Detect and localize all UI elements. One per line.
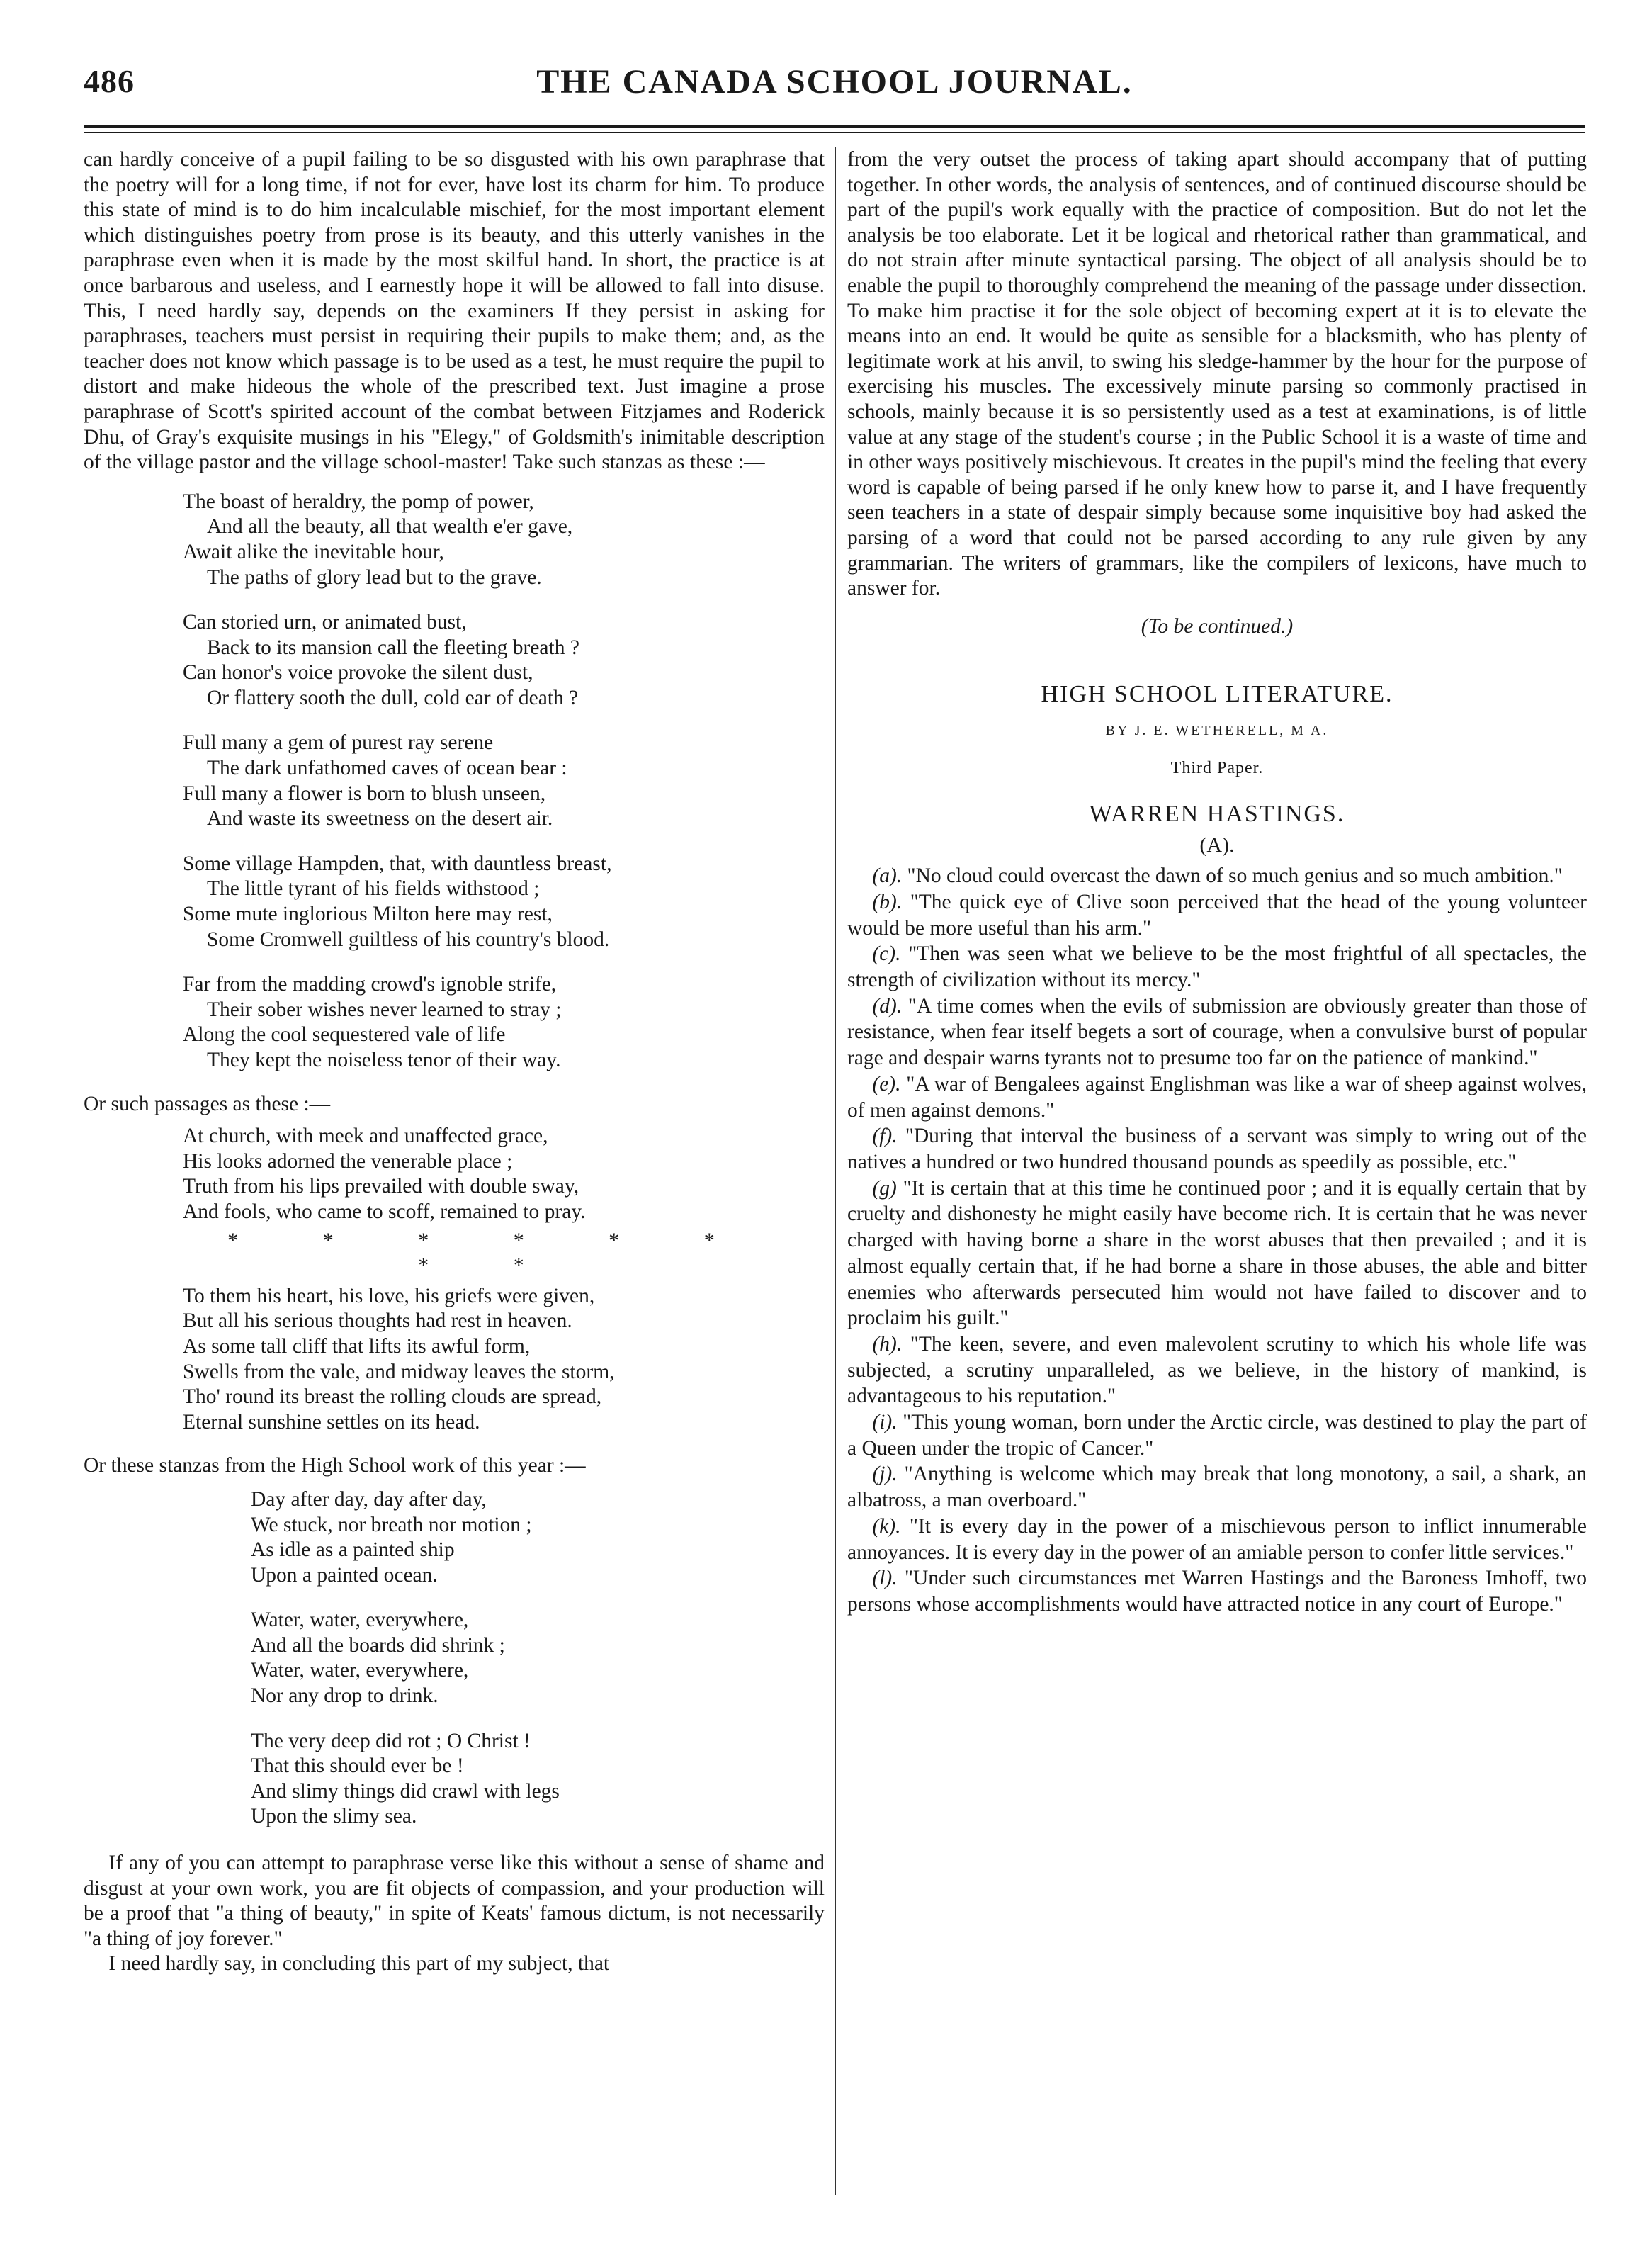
quotation-label: (e). <box>872 1072 901 1095</box>
verse-line: Full many a flower is born to blush unseen, <box>183 782 546 805</box>
verse-line: And waste its sweetness on the desert air. <box>207 807 553 830</box>
quotation-item <box>847 993 1587 1071</box>
verse-line: Along the cool sequestered vale of life <box>183 1023 506 1047</box>
paragraph-shame: If any of you can attempt to paraphrase verse like this without a sense of shame and disgust at your own work, you are fit objects of compassion, and your production will be a proof that "a thing of beauty," in spite of Keats' famous dictum, is not necessarily "a thing of joy forever." <box>84 1852 825 1950</box>
verse-line: Back to its mansion call the fleeting breath ? <box>207 636 579 659</box>
verse-line: And all the boards did shrink ; <box>251 1633 505 1657</box>
quotation-text: "Under such circumstances met Warren Hastings and the Baroness Imhoff, two persons whose accomplishments would have attracted notice in any court of Europe." <box>847 1567 1587 1616</box>
verse-line: Swells from the vale, and midway leaves the storm, <box>183 1360 615 1383</box>
verse-line: We stuck, nor breath nor motion ; <box>251 1513 532 1536</box>
quotation-item <box>847 1176 1587 1331</box>
verse-line: Upon a painted ocean. <box>251 1563 438 1587</box>
verse-line: Await alike the inevitable hour, <box>183 540 444 563</box>
quotation-text: "This young woman, born under the Arctic circle, was destined to play the part of a Queen under the tropic of Cancer." <box>847 1411 1587 1460</box>
left-column <box>84 147 825 1977</box>
verse-line: They kept the noiseless tenor of their way. <box>207 1049 561 1071</box>
verse-line: The boast of heraldry, the pomp of power, <box>183 490 534 513</box>
quotation-label: (h). <box>872 1332 903 1356</box>
stanza <box>251 1487 825 1588</box>
verse-line: Their sober wishes never learned to stray ; <box>207 998 562 1021</box>
quotation-item <box>847 941 1587 993</box>
verse-line: At church, with meek and unaffected grace, <box>183 1125 548 1148</box>
stanza <box>183 731 825 831</box>
page-number: 486 <box>84 63 135 99</box>
paragraph-paraphrase: can hardly conceive of a pupil failing to be so disgusted with his own paraphrase that the poetry will for a long time, if not for ever, have lost its charm for him. To produce this state of mind is to do him incalculable mischief, for the most important element which distinguishes poetry from prose is its beauty, and this utterly vanishes in the paraphrase even when it is made by the most skilful hand. In short, the practice is at once barbarous and useless, and I earnestly hope it will be allowed to fall into disuse. This, I need hardly say, depends on the examiners If they persist in asking for paraphrases, teachers must persist in requiring their pupils to make them; and, as the teacher does not know which passage is to be used as a test, he must require the pupil to distort and make hideous the whole of the prescribed text. Just imagine a prose paraphrase of Scott's spirited account of the combat between Fitzjames and Roderick Dhu, of Gray's exquisite musings in his "Elegy," of Goldsmith's inimitable description of the village pastor and the village school-master! Take such stanzas as these :— <box>84 148 825 474</box>
quotation-text: "The quick eye of Clive soon perceived that the head of the young volunteer would be more useful than his arm." <box>847 890 1587 940</box>
quotation-item <box>847 1461 1587 1513</box>
verse-line: To them his heart, his love, his griefs were given, <box>183 1284 595 1307</box>
paper-number: Third Paper. <box>1170 759 1264 778</box>
stanza <box>183 610 825 711</box>
quotation-text: "A time comes when the evils of submission are obviously greater than those of resistance, when fear itself begets a sort of courage, when a convulsive burst of popular rage and despair warns tyrants not to presume too far on the patience of mankind." <box>847 994 1587 1070</box>
verse-line: The paths of glory lead but to the grave. <box>207 565 542 589</box>
quotation-text: "It is every day in the power of a mischievous person to inflict innumerable annoyances. It is every day in the power of an amiable person to confer little services." <box>847 1514 1587 1564</box>
verse-line: Full many a gem of purest ray serene <box>183 731 494 755</box>
verse-line: The little tyrant of his fields withstood ; <box>207 877 540 901</box>
column-divider <box>835 147 836 2195</box>
quotation-item <box>847 863 1587 889</box>
header-rule-thin <box>84 132 1585 133</box>
verse-line: That this should ever be ! <box>251 1754 464 1778</box>
verse-line: Or flattery sooth the dull, cold ear of death ? <box>207 686 579 709</box>
stanza <box>183 972 825 1073</box>
verse-line: Some village Hampden, that, with dauntless breast, <box>183 852 612 875</box>
verse-line: Can storied urn, or animated bust, <box>183 611 467 634</box>
quotation-label: (k). <box>872 1514 901 1538</box>
verse-line: Day after day, day after day, <box>251 1487 487 1511</box>
verse-line: His looks adorned the venerable place ; <box>183 1149 513 1173</box>
quotation-item <box>847 1565 1587 1617</box>
verse-line: Upon the slimy sea. <box>251 1805 417 1828</box>
verse-line: As some tall cliff that lifts its awful form, <box>183 1334 531 1358</box>
page-header <box>84 62 1585 112</box>
paragraph-analysis: from the very outset the process of taking apart should accompany that of putting together. In other words, the analysis of sentences, and of continued discourse should be part of the pupil's work equally with the practice of composition. But do not let the analysis be too elaborate. Let it be logical and rhetorical rather than grammatical, and do not strain after minute syntactical parsing. The object of all analysis should be to enable the pupil to thoroughly comprehend the meaning of the passage under dissection. To make him practise it for the sole object of becoming expert at it is to elevate the means into an end. It would be quite as sensible for a blacksmith, who has plenty of legitimate work at his anvil, to swing his sledge-hammer by the hour for the purpose of exercising his muscles. The excessively minute parsing so commonly practised in schools, mainly because it is so persistently used as a test at examinations, is of little value at any stage of the student's course ; in the Public School it is a waste of time and in other ways positively mischievous. It creates in the pupil's mind the feeling that every word is capable of being parsed if he only knew how to parse it, and I have frequently seen teachers in a state of despair simply because some inquisitive boy had asked the parsing of a word that could not be parsed according to any rule given by any grammarian. The writers of grammars, like the compilers of lexicons, have much to answer for. <box>847 148 1587 600</box>
poem-deserted-village <box>183 1124 799 1435</box>
verse-line: The very deep did rot ; O Christ ! <box>251 1729 531 1752</box>
journal-title: THE CANADA SCHOOL JOURNAL. <box>536 63 1133 101</box>
quotation-label: (b). <box>872 890 903 913</box>
quotation-label: (l). <box>872 1567 898 1590</box>
quotation-text: "The keen, severe, and even malevolent scrutiny to which his whole life was subjected, a scrutiny unparalleled, as we believe, in the history of mankind, is advantageous to his reputation." <box>847 1332 1588 1408</box>
stanza <box>251 1608 825 1708</box>
quotation-item <box>847 1123 1587 1175</box>
verse-line: As idle as a painted ship <box>251 1538 455 1562</box>
quotation-item <box>847 1071 1587 1123</box>
verse-line: And fools, who came to scoff, remained to pray. <box>183 1200 586 1223</box>
verse-line: Tho' round its breast the rolling clouds are spread, <box>183 1385 602 1409</box>
paragraph-concluding: I need hardly say, in concluding this part of my subject, that <box>108 1952 610 1976</box>
verse-line: Far from the madding crowd's ignoble strife, <box>183 973 557 996</box>
quotation-label: (i). <box>872 1411 898 1434</box>
section-label: (A). <box>1199 833 1235 857</box>
verse-line: Some Cromwell guiltless of his country's blood. <box>207 928 610 951</box>
right-column <box>847 147 1587 1618</box>
poem-elegy <box>183 490 825 1074</box>
quotation-label: (c). <box>872 942 901 966</box>
verse-line: Can honor's voice provoke the silent dust, <box>183 661 533 685</box>
quotation-list <box>847 863 1587 1617</box>
verse-line: Water, water, everywhere, <box>251 1609 469 1632</box>
quotation-text: "A war of Bengalees against Englishman was like a war of sheep against wolves, of men against demons." <box>847 1072 1587 1122</box>
quotation-label: (a). <box>872 864 903 888</box>
verse-line: But all his serious thoughts had rest in heaven. <box>183 1309 572 1333</box>
verse-line: Some mute inglorious Milton here may rest, <box>183 903 553 926</box>
article-title: HIGH SCHOOL LITERATURE. <box>1041 681 1393 708</box>
verse-line: The dark unfathomed caves of ocean bear : <box>207 757 567 780</box>
header-rule-thick <box>84 125 1585 128</box>
article-byline: BY J. E. WETHERELL, M A. <box>1105 722 1329 738</box>
verse-line: Water, water, everywhere, <box>251 1659 469 1682</box>
stanza <box>251 1729 825 1830</box>
quotation-text: "Then was seen what we believe to be the most frightful of all spectacles, the strength of civilization without its mercy." <box>847 942 1588 992</box>
poem-ancient-mariner <box>251 1487 825 1830</box>
quotation-text: "No cloud could overcast the dawn of so much genius and so much ambition." <box>907 864 1563 888</box>
quotation-label: (g) <box>872 1176 897 1200</box>
intro-passages: Or such passages as these :— <box>84 1092 331 1115</box>
verse-line: Truth from his lips prevailed with double sway, <box>183 1175 579 1198</box>
section-title: WARREN HASTINGS. <box>1089 801 1345 828</box>
verse-line: And all the beauty, all that wealth e'er gave, <box>207 515 573 539</box>
to-be-continued: (To be continued.) <box>1141 614 1294 638</box>
quotation-item <box>847 1514 1587 1565</box>
verse-line: Nor any drop to drink. <box>251 1684 439 1708</box>
quotation-text: "Anything is welcome which may break that long monotony, a sail, a shark, an albatross, a man overboard." <box>847 1463 1587 1512</box>
asterisk-separator: * * * * * * * * <box>227 1228 754 1278</box>
quotation-item <box>847 1331 1587 1409</box>
quotation-text: "It is certain that at this time he continued poor ; and it is equally certain that by cruelty and dishonesty he might easily have become rich. It is certain that he was never charged with having borne a share in the worst abuses that then prevailed ; and it is almost equally certain that, if he had borne a share in those abuses, the able and bitter enemies who afterwards persecuted him would not have failed to discover and to proclaim his guilt." <box>847 1176 1587 1330</box>
stanza <box>183 852 825 952</box>
quotation-text: "During that interval the business of a servant was simply to wring out of the natives a hundred or two hundred thousand pounds as speedily as possible, etc." <box>847 1125 1587 1173</box>
quotation-label: (d). <box>872 994 903 1018</box>
quotation-label: (f). <box>872 1125 898 1148</box>
stanza <box>183 490 825 590</box>
quotation-label: (j). <box>872 1463 898 1486</box>
verse-line: Eternal sunshine settles on its head. <box>183 1410 480 1433</box>
quotation-item <box>847 1409 1587 1461</box>
intro-stanzas: Or these stanzas from the High School work of this year :— <box>84 1454 586 1477</box>
quotation-item <box>847 889 1587 941</box>
verse-line: And slimy things did crawl with legs <box>251 1779 560 1803</box>
